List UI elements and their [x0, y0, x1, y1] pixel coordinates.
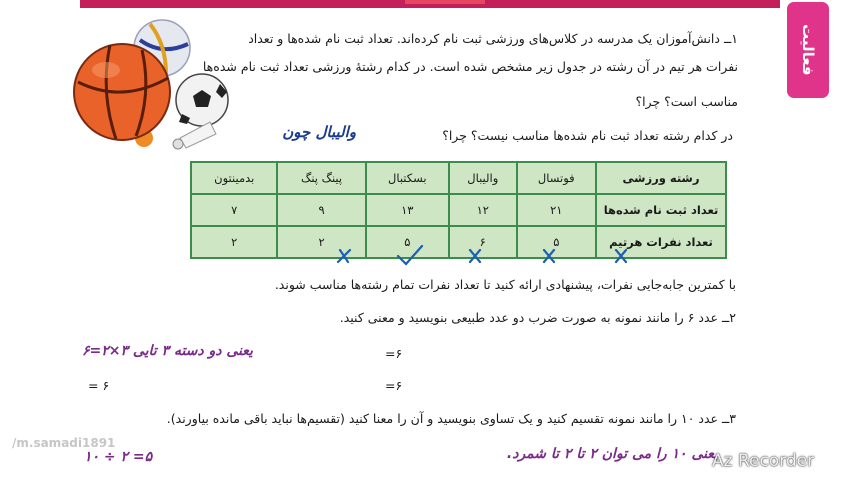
table-cell: ۲: [191, 226, 277, 258]
table-header-cell: رشته ورزشی: [596, 162, 726, 194]
q3-handwritten-right: یعنی ۱۰ را می توان ۲ تا ۲ تا شمرد.: [506, 446, 718, 462]
q1-note: با کمترین جابه‌جایی نفرات، پیشنهادی ارائه کنید تا تعداد نفرات تمام رشته‌ها مناسب شوند.: [274, 277, 736, 292]
q3-text: ۳ــ عدد ۱۰ را مانند نمونه تقسیم کنید و یک تساوی بنویسید و آن را معنا کنید (تقسیم‌ها نباید باقی مانده بیاورند).: [166, 411, 736, 426]
table-cell: ۱۳: [366, 194, 449, 226]
q2-left-blank: = ۶: [88, 378, 110, 393]
q2-blank2: =۶: [385, 378, 403, 393]
cross-mark-icon: [338, 250, 350, 262]
table-cell: ۷: [191, 194, 277, 226]
table-cell: ۵: [366, 226, 449, 258]
table-header-cell: بدمینتون: [191, 162, 277, 194]
table-cell: ۱۲: [449, 194, 517, 226]
activity-tab-label: فعالیت: [799, 24, 817, 76]
table-cell: ۲: [277, 226, 365, 258]
table-row-label: تعداد ثبت نام شده‌ها: [596, 194, 726, 226]
q1-handwritten-answer: والیبال چون: [282, 123, 356, 141]
table-cell: ۲۱: [517, 194, 596, 226]
table-header-cell: بسکتبال: [366, 162, 449, 194]
cross-mark-icon: [470, 250, 480, 262]
watermark: /m.samadi1891: [12, 436, 116, 450]
q1-line3: مناسب است؟ چرا؟: [635, 94, 738, 109]
table-cell: ۹: [277, 194, 365, 226]
q3-handwritten-left: ۱۰ ÷ ۲ =۵: [84, 449, 153, 465]
table-row-label: تعداد نفرات هرتیم: [596, 226, 726, 258]
table-header-cell: والیبال: [449, 162, 517, 194]
q2-blank1: =۶: [385, 346, 403, 361]
q1-line2: نفرات هر تیم در آن رشته در جدول زیر مشخص شده است. در کدام رشتهٔ ورزشی تعداد ثبت نام شده‌ها: [202, 59, 738, 74]
activity-tab: [787, 2, 829, 98]
cross-mark-icon: [616, 250, 626, 262]
q2-handwritten: یعنی دو دسته ۳ تایی ۳×۲=۶: [82, 343, 253, 359]
table-cell: ۶: [449, 226, 517, 258]
recorder-watermark: Az Recorder: [712, 451, 815, 471]
table-header-row: [191, 162, 726, 194]
q1-line4: در کدام رشته تعداد ثبت نام شده‌ها مناسب نیست؟ چرا؟: [442, 128, 733, 143]
table-row: [191, 194, 726, 226]
cross-mark-icon: [544, 250, 554, 262]
sports-balls-illustration: [70, 18, 232, 158]
q1-line1: ۱ــ دانش‌آموزان یک مدرسه در کلاس‌های ورزشی ثبت نام کرده‌اند. تعداد ثبت نام شده‌ها و تعداد: [248, 31, 738, 46]
check-mark-icon: [398, 246, 422, 264]
table-header-cell: پینگ پنگ: [277, 162, 365, 194]
handwritten-marks: [320, 244, 640, 268]
table-cell: ۵: [517, 226, 596, 258]
table-header-cell: فوتسال: [517, 162, 596, 194]
q2-text: ۲ــ عدد ۶ را مانند نمونه به صورت ضرب دو عدد طبیعی بنویسید و معنی کنید.: [339, 310, 736, 325]
top-stub: [405, 0, 485, 4]
